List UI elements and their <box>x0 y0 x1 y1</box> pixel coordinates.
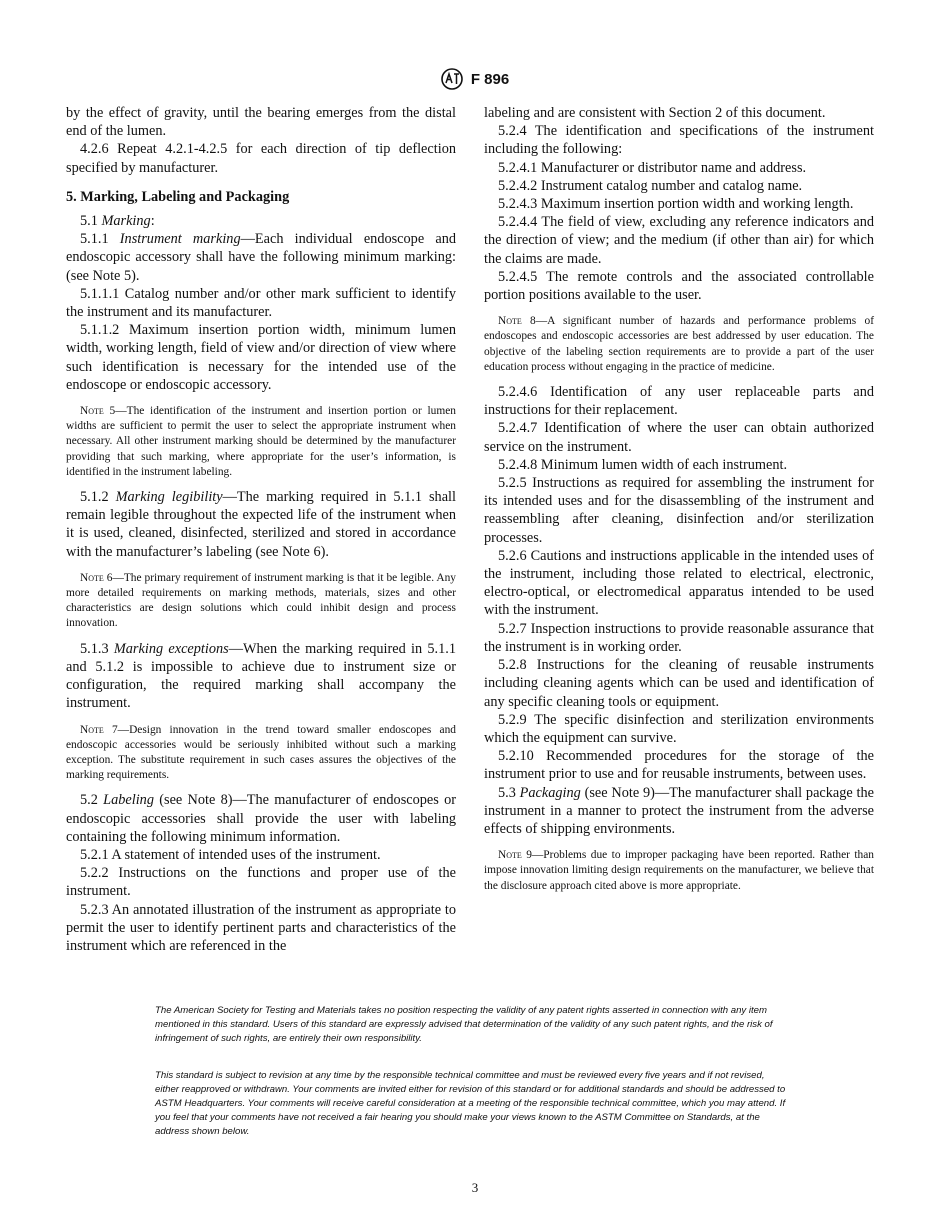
note: Note 5—The identification of the instrument and insertion portion or lumen widths are sufficient to permit the user to select the appropriate instrument when necessary. All other instrument marking should be determined by the manufacturer providing that such marking, where appropriate for the user’s information, is identified in the instrument labeling. <box>66 405 456 478</box>
paragraph: 5.2.2 Instructions on the functions and proper use of the instrument. <box>66 865 456 900</box>
paragraph: 5.2.4.7 Identification of where the user can obtain authorized service on the instrument. <box>484 420 874 455</box>
left-column <box>66 104 456 955</box>
note: Note 8—A significant number of hazards and performance problems of endoscopes and endoscopic accessories are best addressed by user education. The objective of the labeling section requirements are to provide a part of the user education process without engaging in the practice of medicine. <box>484 315 874 373</box>
paragraph: 5.2.4.5 The remote controls and the associated controllable portion positions available to the user. <box>484 268 874 304</box>
paragraph: 5.2.4.3 Maximum insertion portion width and working length. <box>498 196 854 213</box>
paragraph: 5.2.4 The identification and specifications of the instrument including the following: <box>484 123 874 158</box>
paragraph: 5.3 Packaging (see Note 9)—The manufacturer shall package the instrument in a manner to protect the instrument from the adverse effects of shipping environments. <box>484 784 874 837</box>
paragraph: 5.2.4.2 Instrument catalog number and catalog name. <box>498 177 803 194</box>
note: Note 7—Design innovation in the trend toward smaller endoscopes and endoscopic accessories would be seriously inhibited without such a marking exception. The substitute requirement in such cases assures the objectives of the marking requirements. <box>66 723 456 782</box>
paragraph: 5.1.1.1 Catalog number and/or other mark sufficient to identify the instrument and its manufacturer. <box>66 285 456 321</box>
paragraph: 5.2.8 Instructions for the cleaning of reusable instruments including cleaning agents which can be used and identification of any specific cleaning tools or equipment. <box>484 657 874 710</box>
paragraph: 5.1.1 Instrument marking—Each individual endoscope and endoscopic accessory shall have the following minimum marking: (see Note 5). <box>66 231 456 284</box>
paragraph: 5.1 Marking: <box>80 213 155 230</box>
paragraph: 5.2.4.6 Identification of any user replaceable parts and instructions for their replacement. <box>484 384 874 419</box>
paragraph: 5.2.4.8 Minimum lumen width of each instrument. <box>498 456 788 473</box>
patent-disclaimer: The American Society for Testing and Materials takes no position respecting the validity of any patent rights asserted in connection with any item mentioned in this standard. Users of this standard are expressly advised that determination of the validity of any such patent rights, and the risk of infringement of such rights, are entirely their own responsibility. <box>155 1005 773 1044</box>
paragraph: 5.2 Labeling (see Note 8)—The manufacturer of endoscopes or endoscopic accessories shall provide the user with labeling containing the following minimum information. <box>66 792 456 845</box>
revision-notice: This standard is subject to revision at any time by the responsible technical committee and must be reviewed every five years and if not revised, either reapproved or withdrawn. Your comments are invited either for revision of this standard or for additional standards and should be addressed to ASTM Headquarters. Your comments will receive careful consideration at a meeting of the responsible technical committee, which you may attend. If you feel that your comments have not received a fair hearing you should make your views known to the ASTM Committee on Standards, at the address shown below. <box>155 1070 786 1137</box>
section-heading: 5. Marking, Labeling and Packaging <box>66 188 290 205</box>
paragraph: 5.2.9 The specific disinfection and sterilization environments which the equipment can survive. <box>484 711 874 746</box>
paragraph: by the effect of gravity, until the bearing emerges from the distal end of the lumen. <box>66 105 456 140</box>
paragraph: 5.1.1.2 Maximum insertion portion width, minimum lumen width, working length, field of view and/or direction of view where such identification is necessary for the intended use of the endoscope or endoscopic accessory. <box>66 322 456 393</box>
note: Note 9—Problems due to improper packaging have been reported. Rather than impose innovation limiting design requirements on the manufacturer, we believe that the disclosure approach cited above is more appropriate. <box>484 849 874 892</box>
paragraph: 5.2.4.4 The field of view, excluding any reference indicators and the direction of view; and the medium (if other than air) for which the claims are made. <box>484 214 874 267</box>
note: Note 6—The primary requirement of instrument marking is that it be legible. Any more detailed requirements on marking methods, materials, sizes and other characteristics are design solutions which could inhibit design and process innovation. <box>66 571 456 630</box>
paragraph: 5.2.3 An annotated illustration of the instrument as appropriate to permit the user to identify pertinent parts and characteristics of the instrument which are referenced in the <box>66 901 456 954</box>
standard-designation: F 896 <box>470 70 510 88</box>
paragraph: 5.2.1 A statement of intended uses of the instrument. <box>80 846 381 863</box>
paragraph: 5.1.2 Marking legibility—The marking required in 5.1.1 shall remain legible throughout the expected life of the instrument when it is used, cleaned, disinfected, sterilized and stored in accordance with the manufacturer’s labeling (see Note 6). <box>66 489 456 560</box>
astm-logo-icon <box>441 68 463 90</box>
paragraph: 5.1.3 Marking exceptions—When the marking required in 5.1.1 and 5.1.2 is impossible to achieve due to instrument size or configuration, the required marking shall accompany the instrument. <box>66 640 456 712</box>
paragraph: 5.2.7 Inspection instructions to provide reasonable assurance that the instrument is in working order. <box>484 620 874 655</box>
paragraph: 5.2.5 Instructions as required for assembling the instrument for its intended uses and for the disassembling of the instrument and reassembling after cleaning, disinfection and/or sterilization processes. <box>484 475 874 546</box>
paragraph: 4.2.6 Repeat 4.2.1-4.2.5 for each direction of tip deflection specified by manufacturer. <box>66 141 456 176</box>
right-column <box>484 104 874 902</box>
page-header <box>0 68 950 90</box>
paragraph: labeling and are consistent with Section 2 of this document. <box>484 105 826 121</box>
paragraph: 5.2.4.1 Manufacturer or distributor name and address. <box>498 159 807 176</box>
paragraph: 5.2.10 Recommended procedures for the storage of the instrument prior to use and for reusable instruments, between uses. <box>484 748 874 783</box>
paragraph: 5.2.6 Cautions and instructions applicable in the intended uses of the instrument, including those related to electrical, electronic, electro-optical, or electromedical apparatus intended to be used with the instrument. <box>484 547 874 619</box>
page-number: 3 <box>471 1180 479 1195</box>
